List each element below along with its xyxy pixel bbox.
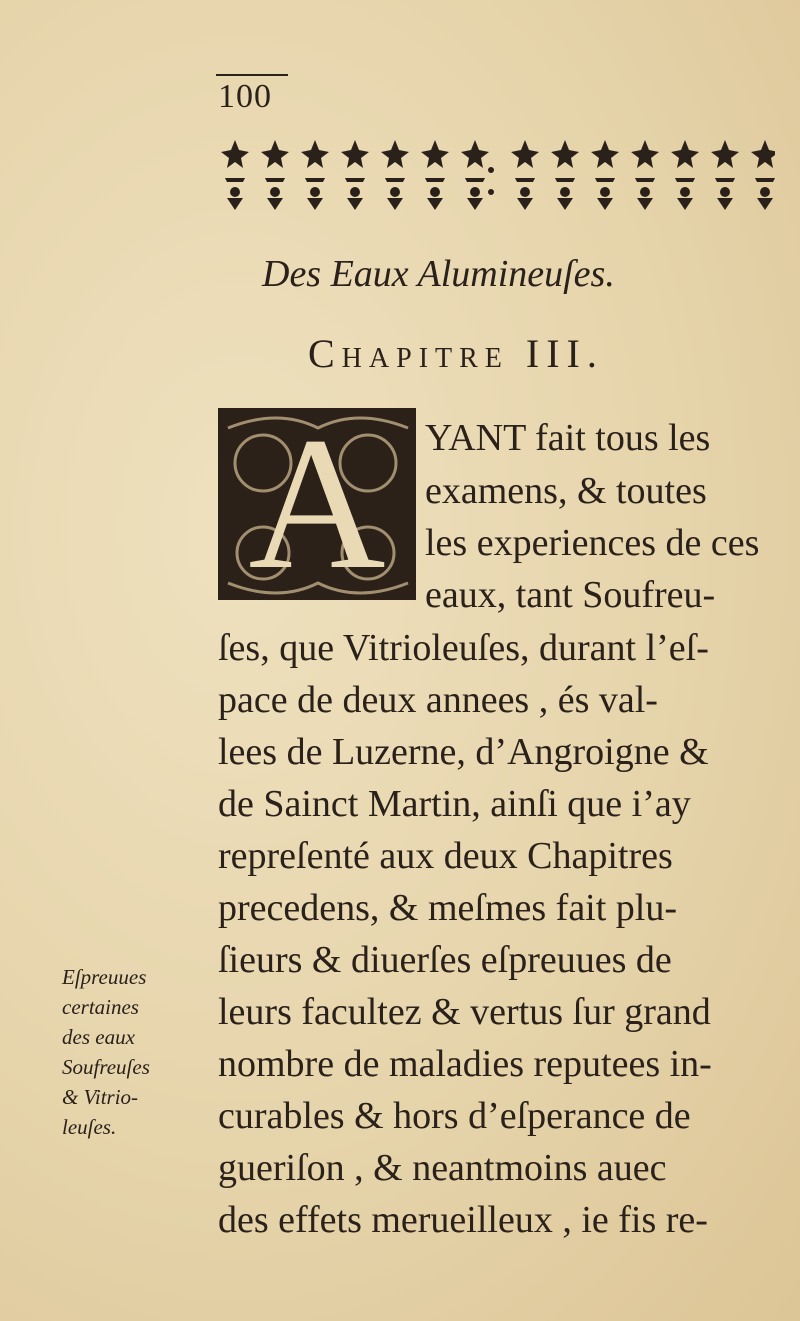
text-line: ſieurs & diuerſes eſpreuues de <box>218 939 672 981</box>
margin-note-line: Eſpreuues <box>62 965 147 989</box>
text-line: des effets merueilleux , ie fis re- <box>218 1199 708 1241</box>
margin-note-line: certaines <box>62 995 139 1019</box>
text-line: examens, & toutes <box>425 470 707 512</box>
text-line: gueriſon , & neantmoins auec <box>218 1147 667 1189</box>
text-line: pace de deux annees , és val- <box>218 679 658 721</box>
text-line: de Sainct Martin, ainſi que i’ay <box>218 783 691 825</box>
decorated-initial <box>218 399 416 609</box>
text-line: precedens, & meſmes fait plu- <box>218 887 678 929</box>
margin-note-line: des eaux <box>62 1025 135 1049</box>
page-number-rule <box>216 74 288 76</box>
text-line: YANT fait tous les <box>425 417 711 459</box>
initial-letter: A <box>248 399 386 609</box>
margin-note-line: & Vitrio- <box>62 1085 139 1109</box>
text-line: ſes, que Vitrioleuſes, durant l’eſ- <box>218 627 709 669</box>
section-title: Des Eaux Alumineuſes. <box>262 253 615 295</box>
text-line: repreſenté aux deux Chapitres <box>218 835 673 877</box>
text-line: lees de Luzerne, d’Angroigne & <box>218 731 709 773</box>
page-number: 100 <box>218 78 272 115</box>
margin-note-line: leuſes. <box>62 1115 117 1139</box>
margin-note <box>62 962 212 1142</box>
text-line: nombre de maladies reputees in- <box>218 1043 712 1085</box>
chapter-heading: Chapitre III. <box>308 331 604 376</box>
margin-note-line: Soufreuſes <box>62 1055 150 1079</box>
text-line: leurs facultez & vertus ſur grand <box>218 991 711 1033</box>
text-line: curables & hors d’eſperance de <box>218 1095 691 1137</box>
ornament-band <box>215 130 775 220</box>
text-line: eaux, tant Soufreu- <box>425 574 716 616</box>
text-line: les experiences de ces <box>425 522 760 564</box>
